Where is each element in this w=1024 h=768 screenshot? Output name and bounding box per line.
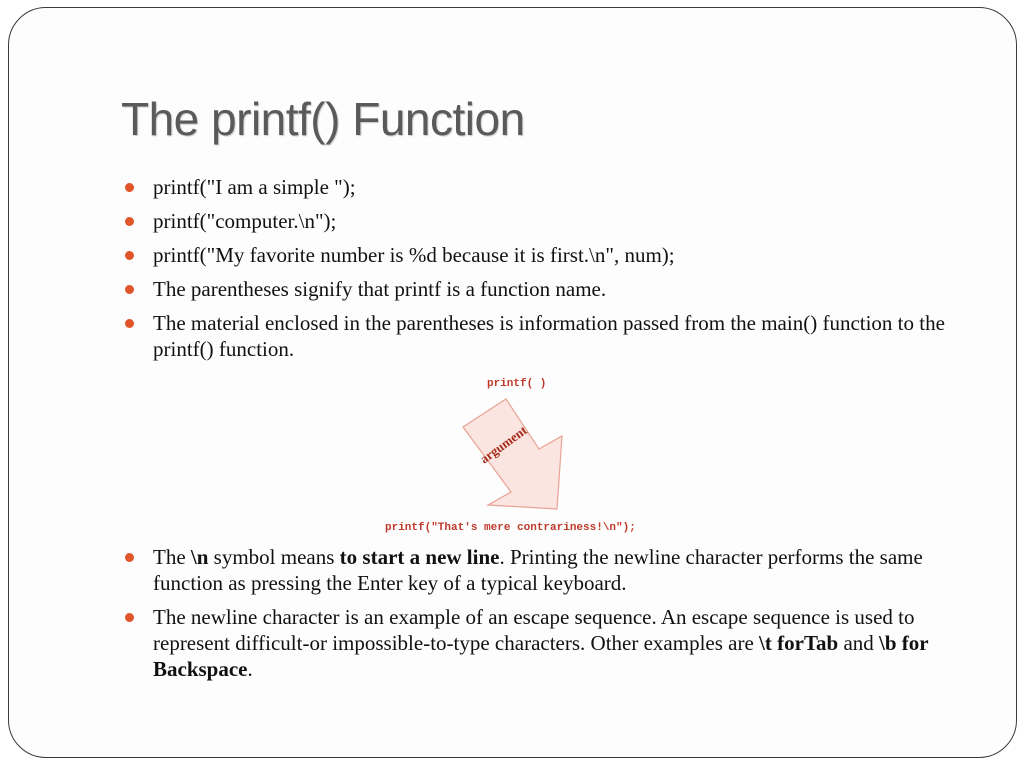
bullet-icon [125,613,134,622]
bullet-icon [125,285,134,294]
bullet-text-bold: \t forTab [759,631,839,655]
bullet-text: The parentheses signify that printf is a function name. [153,277,607,301]
bullet-text-part: The [153,545,191,569]
bullet-text: The material enclosed in the parentheses is information passed from the main() function to the printf() function. [153,311,945,361]
list-item [125,208,965,234]
slide-title: The printf() Function [121,93,525,145]
list-item [125,310,965,362]
bullet-text-part: . Printing the newline character performs the same function as pressing the Enter key of a typical keyboard. [153,545,923,595]
bullet-icon [125,183,134,192]
arrow-label: argument [476,422,530,467]
slide [8,7,1017,758]
bullet-text-part: and [838,631,880,655]
list-item [125,544,965,596]
bullet-text-part: . [247,657,253,681]
figure-top-label: printf( ) [487,378,547,390]
bullet-text: printf("computer.\n"); [153,209,337,233]
bullet-icon [125,217,134,226]
list-item [125,174,965,200]
bullet-text-bold: to start a new line [339,545,500,569]
bullet-text: printf("I am a simple "); [153,175,356,199]
bullet-text-bold: \b for Backspace [153,631,929,681]
list-item [125,242,965,268]
bullet-text-bold: \n [190,545,209,569]
bullet-text-part: The newline character is an example of an escape sequence. An escape sequence is used to represent difficult-or impossible-to-type characters. Other examples are [153,605,915,655]
list-item [125,604,965,682]
figure-bottom-label: printf("That's mere contrariness!\n"); [385,522,636,534]
list-item [125,276,965,302]
bullet-list-top [125,174,965,370]
argument-figure [381,372,661,537]
bullet-text: printf("My favorite number is %d because it is first.\n", num); [153,243,675,267]
bullet-icon [125,553,134,562]
bullet-text-part: symbol means [208,545,340,569]
bullet-icon [125,319,134,328]
bullet-icon [125,251,134,260]
bullet-list-bottom [125,544,965,690]
